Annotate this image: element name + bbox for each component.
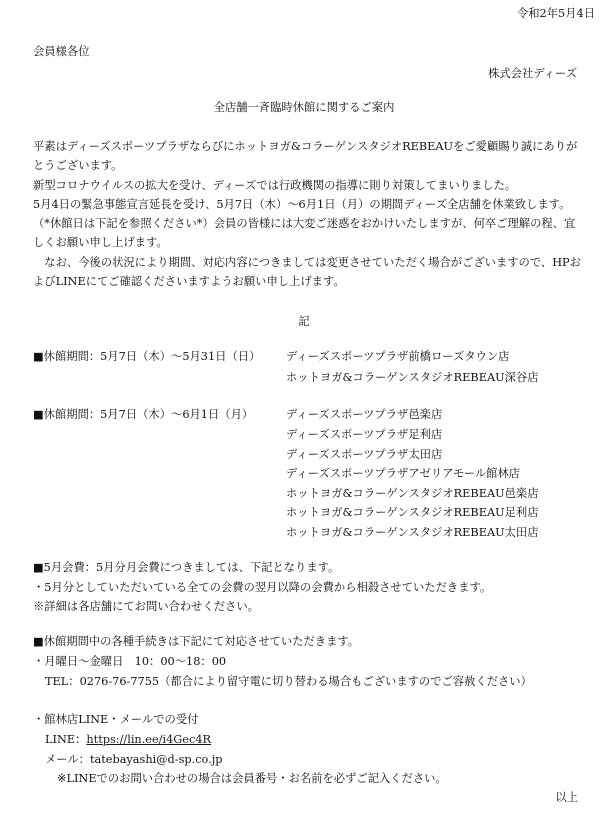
fee-line: ・5月分としていただいている全ての会費の翌月以降の会費から相殺させていただきます。 (33, 581, 492, 594)
fee-heading: ■5月会費：5月分月会費につきましては、下記となります。 (33, 561, 340, 574)
closure-row (33, 465, 520, 483)
mail-contact: メール：tatebayashi@d-sp.co.jp (45, 753, 223, 766)
closure-row (33, 348, 509, 366)
intro-paragraph-2: 新型コロナウイルスの拡大を受け、ディーズでは行政機関の指導に則り対策してまいりました。 (33, 179, 517, 192)
fee-note: ※詳細は各店舗にてお問い合わせください。 (33, 600, 259, 613)
closure-period: ■休館期間：5月7日（木）〜5月31日（日） (33, 350, 261, 363)
store-name: ディーズスポーツプラザ太田店 (286, 448, 443, 461)
store-name: ディーズスポーツプラザアゼリアモール館林店 (286, 467, 521, 480)
closure-row (33, 369, 539, 387)
store-name: ホットヨガ&コラーゲンスタジオREBEAU邑楽店 (286, 487, 539, 500)
closure-row (33, 446, 442, 464)
store-name: ディーズスポーツプラザ前橋ローズタウン店 (286, 350, 510, 363)
business-hours: ・月曜日〜金曜日 10：00〜18：00 (33, 655, 227, 668)
ki-heading: 記 (298, 315, 310, 328)
intro-paragraph-4: なお、今後の状況により期間、対応内容につきましては変更させていただく場合がございますので、HPおよびLINEにてご確認くださいますようお願い申し上げます。 (33, 256, 581, 288)
line-contact (45, 731, 211, 749)
line-note: ※LINEでのお問い合わせの場合は会員番号・お名前を必ずご記入ください。 (57, 772, 447, 785)
line-label: LINE： (45, 733, 87, 746)
closure-row (33, 524, 539, 542)
closure-row (33, 504, 539, 522)
intro-paragraph-3: 5月4日の緊急事態宣言延長を受け、5月7日（木）〜6月1日（月）の期間ディーズ全店舗を休業致します。（*休館日は下記を参照ください*）会員の皆様には大変ご迷惑をおかけいたしますが、何卒ご理解の程、宜しくお願い申し上げます。 (33, 198, 576, 249)
store-name: ディーズスポーツプラザ邑楽店 (286, 408, 443, 421)
document-title: 全店舗一斉臨時休館に関するご案内 (213, 101, 395, 114)
closing-mark: 以上 (555, 791, 578, 804)
procedures-heading: ■休館期間中の各種手続きは下記にて対応させていただきます。 (33, 635, 360, 648)
store-name: ディーズスポーツプラザ足利店 (286, 428, 443, 441)
addressee: 会員様各位 (33, 45, 90, 58)
closure-row (33, 406, 442, 424)
intro-paragraph-1: 平素はディーズスポーツプラザならびにホットヨガ&コラーゲンスタジオREBEAUをご愛顧賜り誠にありがとうございます。 (33, 140, 578, 172)
document-date: 令和2年5月4日 (516, 7, 595, 20)
company-name: 株式会社ディーズ (488, 67, 577, 80)
closure-row (33, 426, 442, 444)
line-mail-heading: ・館林店LINE・メールでの受付 (33, 713, 199, 726)
closure-period: ■休館期間：5月7日（木）〜6月1日（月） (33, 408, 254, 421)
closure-row (33, 485, 539, 503)
store-name: ホットヨガ&コラーゲンスタジオREBEAU深谷店 (286, 371, 539, 384)
store-name: ホットヨガ&コラーゲンスタジオREBEAU太田店 (286, 526, 539, 539)
phone-number: TEL：0276-76-7755（都合により留守電に切り替わる場合もございますのでご容赦ください） (45, 675, 532, 688)
line-link[interactable]: https://lin.ee/i4Gec4R (86, 733, 212, 746)
store-name: ホットヨガ&コラーゲンスタジオREBEAU足利店 (286, 506, 539, 519)
